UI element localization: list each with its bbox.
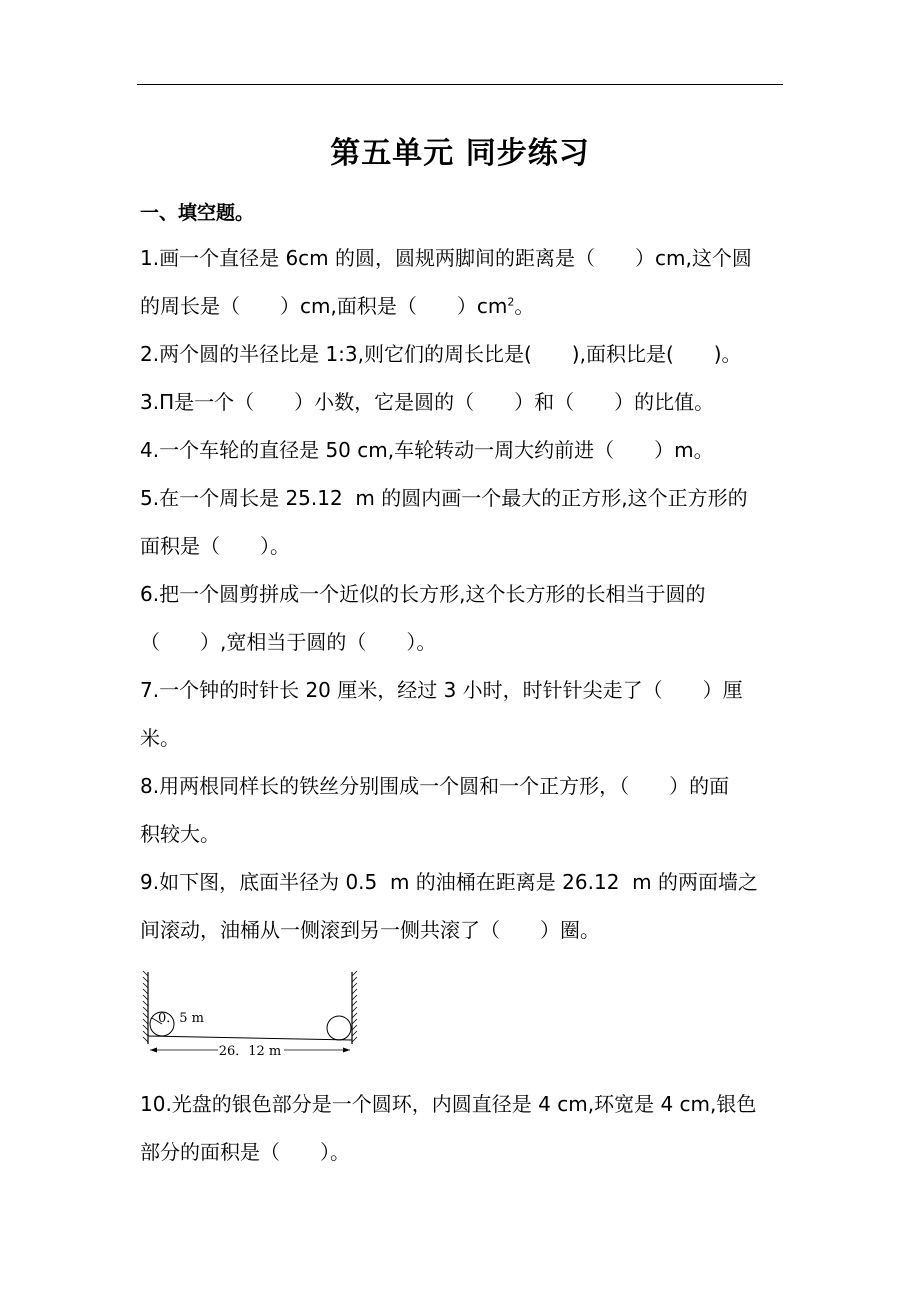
question-3: 3.Π是一个（ ）小数，它是圆的（ ）和（ ）的比值。 bbox=[140, 390, 715, 414]
question-10-line-2: 部分的面积是（ ）。 bbox=[140, 1140, 350, 1164]
distance-label: 26．12 m bbox=[218, 1044, 282, 1059]
section-heading: 一、填空题。 bbox=[140, 202, 255, 224]
question-10-line-1: 10.光盘的银色部分是一个圆环，内圆直径是 4 cm,环宽是 4 cm,银色 bbox=[140, 1092, 757, 1116]
question-9-line-1: 9.如下图，底面半径为 0.5 m 的油桶在距离是 26.12 m 的两面墙之 bbox=[140, 870, 758, 894]
question-1-line-2-text: 的周长是（ ）cm,面积是（ ）cm bbox=[140, 294, 508, 318]
left-wall-hatching bbox=[143, 971, 148, 1042]
question-8-line-2: 积较大。 bbox=[140, 822, 220, 846]
radius-label: 0．5 m bbox=[158, 1011, 205, 1026]
dimension-arrow-right bbox=[343, 1048, 350, 1053]
question-1-line-1: 1.画一个直径是 6cm 的圆，圆规两脚间的距离是（ ）cm,这个圆 bbox=[140, 246, 752, 270]
question-2: 2.两个圆的半径比是 1:3,则它们的周长比是( ),面积比是( )。 bbox=[140, 342, 742, 366]
question-1-line-2-end: 。 bbox=[514, 294, 535, 318]
dimension-arrow-left bbox=[150, 1048, 157, 1053]
ground-line bbox=[148, 1036, 352, 1040]
header-rule bbox=[137, 84, 783, 85]
question-7-line-1: 7.一个钟的时针长 20 厘米，经过 3 小时，时针针尖走了（ ）厘 bbox=[140, 678, 743, 702]
question-9-line-2: 间滚动，油桶从一侧滚到另一侧共滚了（ ）圈。 bbox=[140, 918, 600, 942]
question-8-line-1: 8.用两根同样长的铁丝分别围成一个圆和一个正方形，（ ）的面 bbox=[140, 774, 730, 798]
superscript-2: 2 bbox=[507, 295, 515, 309]
question-5-line-1: 5.在一个周长是 25.12 m 的圆内画一个最大的正方形,这个正方形的 bbox=[140, 486, 748, 510]
question-5-line-2: 面积是（ ）。 bbox=[140, 534, 290, 558]
question-1-line-2 bbox=[140, 296, 534, 316]
page-title: 第五单元 同步练习 bbox=[330, 136, 590, 171]
barrel-rolling-figure bbox=[140, 966, 364, 1062]
question-7-line-2: 米。 bbox=[140, 726, 180, 750]
barrel-right-circle bbox=[327, 1016, 351, 1040]
question-6-line-2: （ ）,宽相当于圆的（ ）。 bbox=[140, 630, 437, 654]
question-6-line-1: 6.把一个圆剪拼成一个近似的长方形,这个长方形的长相当于圆的 bbox=[140, 582, 706, 606]
right-wall-hatching bbox=[352, 971, 357, 1042]
question-4: 4.一个车轮的直径是 50 cm,车轮转动一周大约前进（ ）m。 bbox=[140, 438, 714, 462]
